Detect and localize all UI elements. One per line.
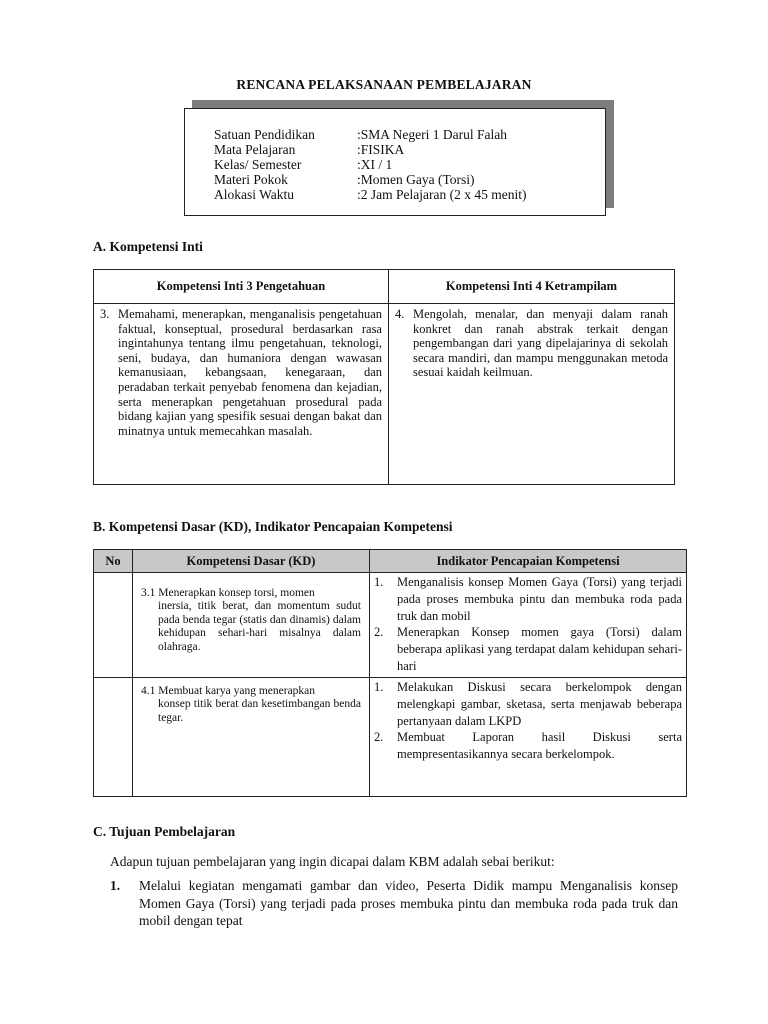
identity-row	[214, 157, 392, 172]
goal-text: Melalui kegiatan mengamati gambar dan video, Peserta Didik mampu Menganalisis konsep Momen Gaya (Torsi) yang terjadi pada proses membuka pintu dan membuka roda pada truk dan mobil dengan tepat	[139, 878, 678, 928]
section-b-heading: B. Kompetensi Dasar (KD), Indikator Pencapaian Kompetensi	[93, 519, 453, 534]
ki4-header: Kompetensi Inti 4 Ketrampilam	[389, 270, 675, 304]
section-a-heading: A. Kompetensi Inti	[93, 239, 203, 254]
kompetensi-inti-table	[93, 269, 675, 485]
indicator-text: Melakukan Diskusi secara berkelompok dengan melengkapi gambar, sketasa, serta menjawab beberapa pertanyaan dalam LKPD	[397, 680, 682, 728]
identity-value: :XI / 1	[357, 157, 393, 172]
indicator-text: Menganalisis konsep Momen Gaya (Torsi) yang terjadi pada proses membuka pintu dan membuka roda pada truk dan mobil	[397, 575, 682, 623]
identity-label: Materi Pokok	[214, 172, 288, 187]
identity-label: Kelas/ Semester	[214, 157, 302, 172]
ki4-number: 4.	[395, 307, 405, 321]
document-title: RENCANA PELAKSANAAN PEMBELAJARAN	[236, 77, 532, 92]
identity-label: Mata Pelajaran	[214, 142, 296, 157]
indicator-number: 1.	[374, 575, 384, 589]
indicator-item	[374, 679, 682, 729]
indicator-item	[374, 574, 682, 624]
identity-value: :FISIKA	[357, 142, 405, 157]
indicator-text: Membuat Laporan hasil Diskusi serta mempresentasikannya secara berkelompok.	[397, 730, 682, 762]
identity-row	[214, 142, 404, 157]
identity-value: :SMA Negeri 1 Darul Falah	[357, 127, 507, 142]
section-c-heading: C. Tujuan Pembelajaran	[93, 824, 236, 839]
identity-row	[214, 172, 475, 187]
identity-box	[184, 108, 606, 216]
kd-head: 3.1 Menerapkan konsep torsi, momen	[141, 587, 315, 599]
no-header: No	[94, 550, 133, 573]
indicator-number: 1.	[374, 680, 384, 694]
kompetensi-dasar-table	[93, 549, 687, 797]
goal-number: 1.	[110, 878, 121, 893]
kd-header: Kompetensi Dasar (KD)	[133, 550, 370, 573]
ki3-header: Kompetensi Inti 3 Pengetahuan	[94, 270, 389, 304]
kd-cell	[133, 678, 370, 797]
ipk-header: Indikator Pencapaian Kompetensi	[370, 550, 687, 573]
ki3-text: Memahami, menerapkan, menganalisis pengetahuan faktual, konseptual, prosedural berdasarkan rasa ingintahunya tentang ilmu pengetahuan, teknologi, seni, budaya, dan humaniora dengan wawasan kemanusiaan, kebangsaan, kenegaraan, dan peradaban terkait penyebab fenomena dan kejadian, serta menerapkan pengetahuan prosedural pada bidang kajian yang spesifik sesuai dengan bakat dan minatnya untuk memecahkan masalah.	[118, 307, 382, 438]
indicator-cell	[370, 678, 687, 797]
no-cell	[94, 678, 133, 797]
kd-text: inersia, titik berat, dan momentum sudut pada benda tegar (statis dan dinamis) dalam kehidupan sehari-hari misalnya dalam olahraga.	[158, 600, 361, 653]
kd-cell	[133, 573, 370, 678]
indicator-text: Menerapkan Konsep momen gaya (Torsi) dalam beberapa aplikasi yang terdapat dalam kehidupan sehari-hari	[397, 625, 682, 673]
indicator-number: 2.	[374, 730, 384, 745]
ki3-cell	[94, 304, 389, 485]
identity-label: Alokasi Waktu	[214, 187, 295, 202]
kd-head: 4.1 Membuat karya yang menerapkan	[141, 685, 316, 697]
kd-text: konsep titik berat dan kesetimbangan benda tegar.	[158, 698, 361, 724]
table-row	[94, 678, 687, 797]
section-c-intro: Adapun tujuan pembelajaran yang ingin dicapai dalam KBM adalah sebai berikut:	[110, 854, 555, 869]
table-row	[94, 573, 687, 678]
goal-item	[110, 877, 678, 930]
indicator-cell	[370, 573, 687, 678]
identity-label: Satuan Pendidikan	[214, 127, 315, 142]
indicator-item	[374, 729, 682, 763]
indicator-item	[374, 624, 682, 674]
no-cell	[94, 573, 133, 678]
ki4-cell	[389, 304, 675, 485]
identity-row	[214, 127, 507, 142]
ki3-number: 3.	[100, 307, 110, 321]
indicator-number: 2.	[374, 625, 384, 640]
ki4-text: Mengolah, menalar, dan menyaji dalam ranah konkret dan ranah abstrak terkait dengan pengembangan dari yang dipelajarinya di sekolah secara mandiri, dan mampu menggunakan metoda sesuai kaidah keilmuan.	[413, 307, 668, 380]
identity-value: :Momen Gaya (Torsi)	[357, 172, 475, 187]
identity-row	[214, 187, 526, 202]
identity-value: :2 Jam Pelajaran (2 x 45 menit)	[357, 187, 527, 202]
